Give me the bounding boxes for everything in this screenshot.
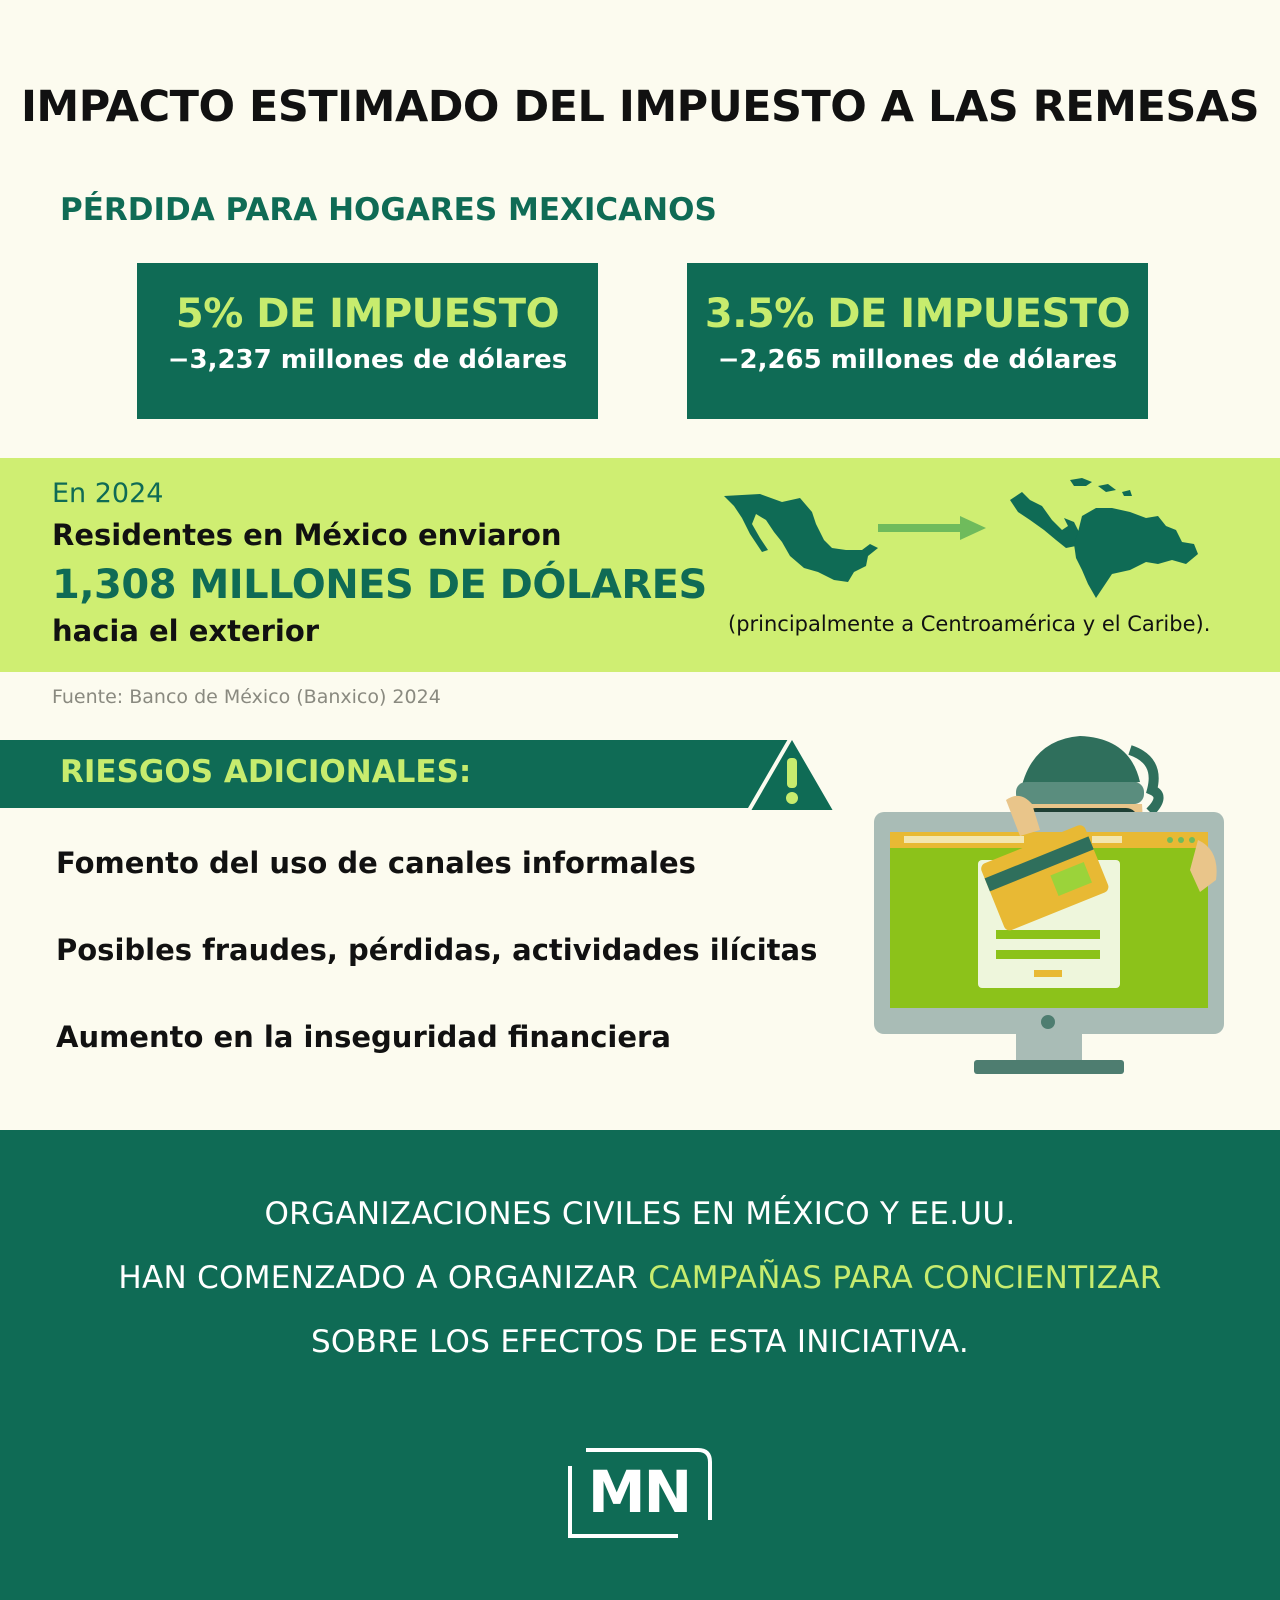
tax-rate-label: 3.5% DE IMPUESTO xyxy=(704,291,1131,337)
mexico-map-icon xyxy=(720,490,890,590)
remittance-line1: Residentes en México enviaron xyxy=(52,518,562,552)
footer-line1: ORGANIZACIONES CIVILES EN MÉXICO Y EE.UU. xyxy=(264,1196,1016,1232)
page-title: IMPACTO ESTIMADO DEL IMPUESTO A LAS REMESAS xyxy=(20,82,1260,132)
remittance-line2: hacia el exterior xyxy=(52,614,320,648)
footer-line3: SOBRE LOS EFECTOS DE ESTA INICIATIVA. xyxy=(310,1324,970,1360)
remittance-year: En 2024 xyxy=(52,478,164,509)
section-subtitle: PÉRDIDA PARA HOGARES MEXICANOS xyxy=(60,192,717,228)
risk-item: Aumento en la inseguridad financiera xyxy=(56,1020,671,1054)
remittance-figure: 1,308 MILLONES DE DÓLARES xyxy=(52,562,707,608)
central-america-caribbean-map-icon xyxy=(1000,478,1210,603)
thief-computer-illustration xyxy=(870,720,1240,1090)
tax-box-5 xyxy=(137,263,598,419)
footer-highlight: CAMPAÑAS PARA CONCIENTIZAR xyxy=(648,1260,1162,1296)
tax-box-3-5 xyxy=(687,263,1148,419)
source-note: Fuente: Banco de México (Banxico) 2024 xyxy=(52,686,441,708)
risk-item: Posibles fraudes, pérdidas, actividades ilícitas xyxy=(56,933,818,967)
footer-line2 xyxy=(0,1260,1280,1296)
logo: MN xyxy=(587,1458,691,1526)
tax-loss-amount: −3,237 millones de dólares xyxy=(167,345,568,375)
tax-rate-label: 5% DE IMPUESTO xyxy=(175,291,560,337)
tax-loss-amount: −2,265 millones de dólares xyxy=(717,345,1118,375)
arrow-right-icon xyxy=(876,514,988,542)
warning-icon xyxy=(744,732,840,816)
risk-item: Fomento del uso de canales informales xyxy=(56,846,696,880)
footer-line2-text: HAN COMENZADO A ORGANIZAR xyxy=(118,1260,649,1296)
risks-title: RIESGOS ADICIONALES: xyxy=(60,754,472,790)
map-note: (principalmente a Centroamérica y el Caribe). xyxy=(728,612,1211,636)
